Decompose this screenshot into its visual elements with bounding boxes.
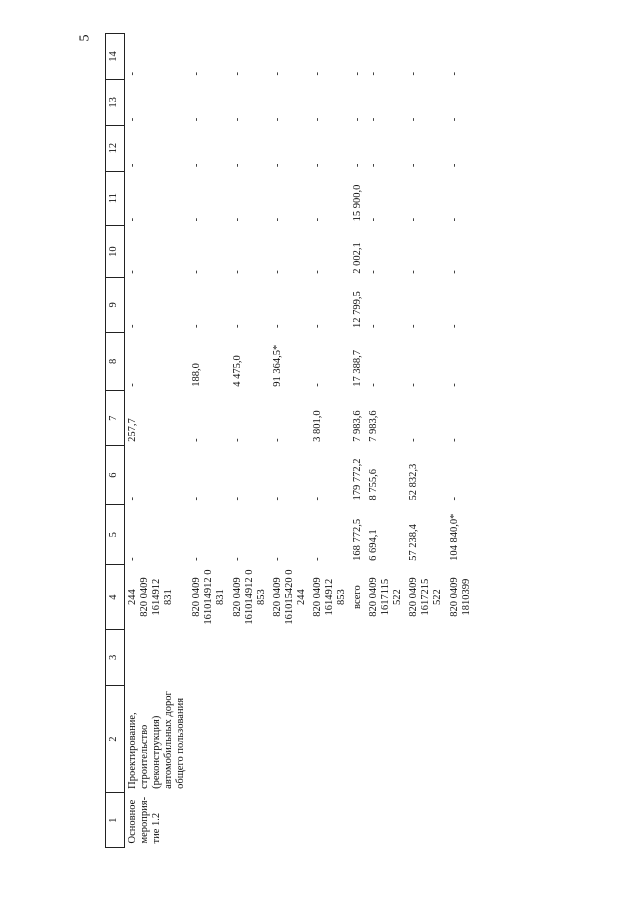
header-col-3: 3 <box>106 629 125 685</box>
table-row <box>447 34 475 848</box>
header-col-14: 14 <box>106 34 125 80</box>
value-cell-c8: - <box>311 383 323 387</box>
value-cell-c9: - <box>448 324 460 329</box>
header-col-8: 8 <box>106 332 125 391</box>
value-cell-c10: - <box>127 270 138 274</box>
activity-label-cell <box>189 793 229 848</box>
value-cell-c9: - <box>368 324 380 329</box>
value-cell-c6: - <box>448 497 460 501</box>
empty-cell <box>350 629 366 685</box>
header-col-7: 7 <box>106 391 125 446</box>
value-cell-c9: 12 799,5 <box>352 291 364 329</box>
value-cell-c13: - <box>127 117 138 122</box>
budget-code-cell: 820 0409 1614912 853 <box>311 577 347 617</box>
budget-code-cell: 820 0409 161014912 0 853 <box>231 569 267 625</box>
value-cell-c8: 17 388,7 <box>352 349 364 387</box>
value-cell-c6: - <box>191 497 203 501</box>
value-cell-c6: - <box>311 497 323 501</box>
table-row <box>366 34 406 848</box>
value-cell-c12: - <box>271 163 283 168</box>
value-cell-c8: 188,0 <box>191 363 203 387</box>
activity-label-cell <box>270 793 310 848</box>
value-cell-c10: - <box>191 270 203 274</box>
value-cell-c10: - <box>408 270 420 274</box>
empty-cell <box>366 629 406 685</box>
value-cell-c8: - <box>127 383 138 387</box>
empty-cell <box>189 629 229 685</box>
value-cell-c11: - <box>368 217 380 222</box>
activity-label-cell <box>310 793 350 848</box>
value-cell-c8: - <box>408 383 420 387</box>
value-cell-c5: 57 238,4 <box>408 524 420 561</box>
table-row <box>406 34 446 848</box>
value-cell-c13: - <box>191 117 203 122</box>
activity-label-cell <box>230 793 270 848</box>
value-cell-c5: - <box>191 557 203 561</box>
rotated-table-wrapper <box>105 33 625 848</box>
budget-code-cell: 820 0409 161014912 0 831 <box>191 569 227 625</box>
table-row <box>189 34 229 848</box>
value-cell-c12: - <box>311 163 323 168</box>
value-cell-c14: - <box>191 71 203 76</box>
header-col-6: 6 <box>106 446 125 505</box>
activity-name-cell <box>366 685 406 793</box>
empty-cell <box>310 629 350 685</box>
header-col-12: 12 <box>106 125 125 171</box>
table-row <box>310 34 350 848</box>
value-cell-c7: - <box>408 438 420 442</box>
empty-cell <box>230 629 270 685</box>
value-cell-c14: - <box>271 71 283 76</box>
value-cell-c7: - <box>448 438 460 442</box>
table-body <box>125 34 475 848</box>
value-cell-c10: - <box>368 270 380 274</box>
table-row <box>125 34 190 848</box>
header-col-10: 10 <box>106 225 125 277</box>
budget-table <box>105 33 475 848</box>
value-cell-c11: - <box>408 217 420 222</box>
value-cell-c8: 4 475,0 <box>231 355 243 387</box>
value-cell-c13: - <box>311 117 323 122</box>
activity-name-cell <box>447 685 475 793</box>
value-cell-c11: - <box>448 217 460 222</box>
value-cell-c5: 104 840,0* <box>448 513 460 561</box>
value-cell-c14: - <box>448 71 460 76</box>
activity-label-cell <box>447 793 475 848</box>
activity-name-cell <box>310 685 350 793</box>
header-col-13: 13 <box>106 79 125 125</box>
value-cell-c9: - <box>271 324 283 329</box>
empty-cell <box>125 629 190 685</box>
activity-label-cell <box>350 793 366 848</box>
value-cell-c12: - <box>127 163 138 168</box>
budget-code-cell: 820 0409 1617115 522 <box>368 577 404 617</box>
value-cell-c10: 2 002,1 <box>352 242 364 274</box>
value-cell-c10: - <box>448 270 460 274</box>
value-cell-c9: - <box>127 324 138 329</box>
value-cell-c5: - <box>231 557 243 561</box>
value-cell-c10: - <box>311 270 323 274</box>
value-cell-c5: - <box>271 557 283 561</box>
value-cell-c5: - <box>311 557 323 561</box>
value-cell-c8: - <box>368 383 380 387</box>
value-cell-c14: - <box>368 71 380 76</box>
value-cell-c9: - <box>231 324 243 329</box>
value-cell-c5: 168 772,5 <box>352 518 364 561</box>
activity-name-cell <box>270 685 310 793</box>
empty-cell <box>447 629 475 685</box>
header-col-5: 5 <box>106 505 125 565</box>
page-number: 5 <box>77 34 93 42</box>
activity-label-cell: Основное мероприя-тие 1.2 <box>127 796 163 844</box>
value-cell-c7: 257,7 <box>127 418 138 442</box>
header-col-4: 4 <box>106 565 125 629</box>
activity-name-cell <box>406 685 446 793</box>
value-cell-c14: - <box>352 71 364 76</box>
empty-cell <box>270 629 310 685</box>
activity-label-cell <box>406 793 446 848</box>
value-cell-c11: - <box>311 217 323 222</box>
value-cell-c11: 15 900,0 <box>352 184 364 222</box>
value-cell-c6: - <box>231 497 243 501</box>
value-cell-c7: - <box>271 438 283 442</box>
value-cell-c12: - <box>408 163 420 168</box>
value-cell-c5: 6 694,1 <box>368 529 380 561</box>
budget-code-cell: 820 0409 161015420 0 244 <box>271 569 307 625</box>
value-cell-c13: - <box>352 117 364 122</box>
header-row <box>106 34 125 848</box>
budget-code-cell: всего <box>352 585 364 609</box>
value-cell-c12: - <box>191 163 203 168</box>
header-col-9: 9 <box>106 278 125 332</box>
value-cell-c6: 8 755,6 <box>368 469 380 501</box>
budget-code-cell: 820 0409 1617215 522 <box>408 577 444 617</box>
value-cell-c7: - <box>191 438 203 442</box>
budget-code-cell: 820 0409 1810399 <box>448 577 472 617</box>
value-cell-c7: - <box>231 438 243 442</box>
value-cell-c11: - <box>271 217 283 222</box>
header-col-11: 11 <box>106 171 125 225</box>
value-cell-c10: - <box>231 270 243 274</box>
value-cell-c14: - <box>127 71 138 76</box>
value-cell-c13: - <box>271 117 283 122</box>
empty-cell <box>406 629 446 685</box>
value-cell-c9: - <box>311 324 323 329</box>
value-cell-c13: - <box>231 117 243 122</box>
value-cell-c14: - <box>408 71 420 76</box>
value-cell-c11: - <box>127 217 138 222</box>
activity-name-cell <box>189 685 229 793</box>
table-row <box>270 34 310 848</box>
value-cell-c5: - <box>127 557 138 561</box>
value-cell-c8: 91 364,5* <box>271 344 283 387</box>
value-cell-c7: 7 983,6 <box>368 410 380 442</box>
activity-name-cell <box>230 685 270 793</box>
value-cell-c12: - <box>448 163 460 168</box>
value-cell-c6: 52 832,3 <box>408 463 420 501</box>
budget-code-cell: 244 820 0409 1614912 831 <box>127 577 175 617</box>
activity-label-cell <box>366 793 406 848</box>
table-row <box>230 34 270 848</box>
value-cell-c7: 7 983,6 <box>352 410 364 442</box>
activity-name-cell <box>350 685 366 793</box>
value-cell-c13: - <box>408 117 420 122</box>
value-cell-c13: - <box>448 117 460 122</box>
value-cell-c6: 179 772,2 <box>352 458 364 501</box>
value-cell-c11: - <box>231 217 243 222</box>
value-cell-c14: - <box>231 71 243 76</box>
activity-name-cell: Проектирование, строительство (реконструкция) автомобильных дорог общего пользования <box>127 691 187 789</box>
value-cell-c12: - <box>231 163 243 168</box>
value-cell-c12: - <box>368 163 380 168</box>
header-col-1: 1 <box>106 793 125 848</box>
value-cell-c6: - <box>271 497 283 501</box>
value-cell-c13: - <box>368 117 380 122</box>
value-cell-c7: 3 801,0 <box>311 410 323 442</box>
table-row <box>350 34 366 848</box>
value-cell-c14: - <box>311 71 323 76</box>
value-cell-c10: - <box>271 270 283 274</box>
value-cell-c8: - <box>448 383 460 387</box>
value-cell-c12: - <box>352 163 364 168</box>
header-col-2: 2 <box>106 685 125 793</box>
value-cell-c9: - <box>191 324 203 329</box>
value-cell-c9: - <box>408 324 420 329</box>
value-cell-c6: - <box>127 497 138 501</box>
value-cell-c11: - <box>191 217 203 222</box>
